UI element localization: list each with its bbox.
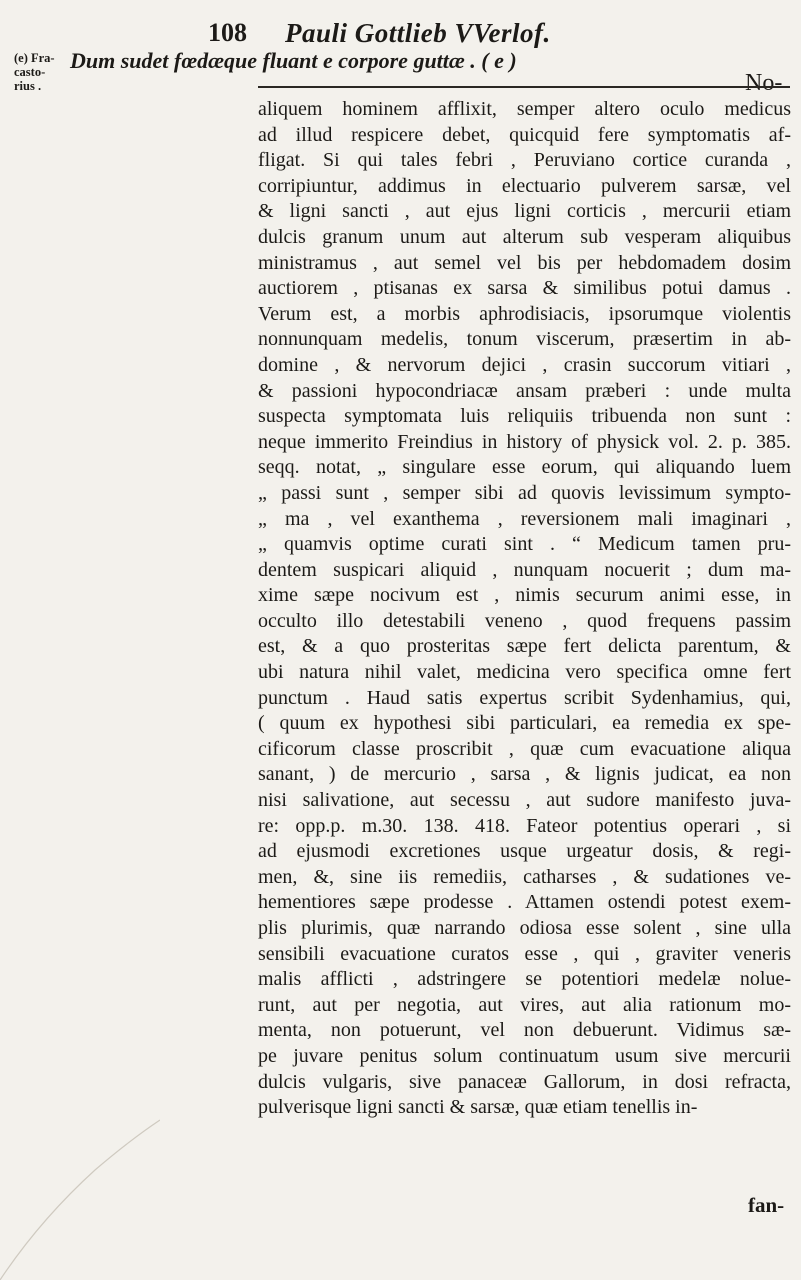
- text-line: sensibili evacuatione curatos esse , qui , graviter veneris: [258, 942, 791, 965]
- text-line: aliquem hominem afflixit, semper altero oculo medicus: [258, 98, 791, 120]
- text-line: & ligni sancti , aut ejus ligni corticis , mercurii etiam: [258, 200, 791, 223]
- margin-note-line: castо-: [14, 65, 46, 79]
- text-line: malis afflicti , adstringere se potentiori medelæ nolue-: [258, 968, 791, 991]
- text-line: ubi natura nihil valet, medicina vero specifica omne fert: [258, 661, 791, 684]
- text-line: seqq. notat, „ singulare esse eorum, qui aliquando luem: [258, 456, 791, 479]
- text-line: dulcis vulgaris, sive panaceæ Gallorum, in dosi refracta,: [258, 1070, 791, 1093]
- text-line: nisi salivatione, aut secessu , aut sudore manifesto juva-: [258, 789, 791, 812]
- text-line: menta, non potuerunt, vel non debuerunt. Vidimus sæ-: [258, 1019, 791, 1042]
- margin-note: [14, 51, 58, 93]
- page-number: 108: [208, 18, 247, 47]
- page-fold-mark: [0, 1080, 160, 1280]
- text-line: fligat. Si qui tales febri , Peruviano cortice curanda ,: [258, 149, 791, 172]
- text-line: pe juvare penitus solum continuatum usum sive mercurii: [258, 1044, 791, 1067]
- text-line: hementiores sæpe prodesse . Attamen ostendi potest exem-: [258, 891, 791, 914]
- text-line: „ ma , vel exanthema , reversionem mali imaginari ,: [258, 507, 791, 530]
- text-line: occulto illo detestabili veneno , quod frequens passim: [258, 609, 791, 632]
- text-line: sanant, ) de mercurio , sarsa , & lignis judicat, ea non: [258, 763, 791, 786]
- text-line: dulcis granum unum aut alterum sub vesperam aliquibus: [258, 225, 791, 248]
- text-line: neque immerito Freindius in history of physick vol. 2. p. 385.: [258, 430, 791, 453]
- running-title: Pauli Gottlieb VVerlof.: [285, 18, 551, 48]
- catchword-bottom: fan-: [748, 1193, 785, 1217]
- text-line: domine , & nervorum dejici , crasin succorum vitiari ,: [258, 353, 791, 376]
- text-line: runt, aut per negotia, aut vires, aut alia rationum mo-: [258, 993, 791, 1016]
- text-line: est, & a quo prosteritas sæpe fert delicta parentum, &: [258, 635, 791, 658]
- text-line: & passioni hypocondriacæ ansam præberi : unde multa: [258, 379, 791, 402]
- text-line: re: opp.p. m.30. 138. 418. Fateor potentius operari , si: [258, 814, 791, 837]
- text-line: plis plurimis, quæ narrando odiosa esse solent , sine ulla: [258, 917, 791, 939]
- text-line: pulverisque ligni sancti & sarsæ, quæ etiam tenellis in-: [258, 1096, 698, 1119]
- text-line: men, &, sine iis remediis, catharses , & sudationes ve-: [258, 865, 791, 888]
- verse-line: Dum sudet fœdæque fluant e corpore guttæ . ( e ): [70, 48, 517, 73]
- text-line: auctiorem , ptisanas ex sarsa & similibus potui damus .: [258, 277, 791, 300]
- text-line: xime sæpe nocivum est , nimis securum animi esse, in: [258, 584, 791, 607]
- text-line: cificorum classe proscribit , quæ cum evacuatione aliqua: [258, 737, 791, 760]
- text-line: „ quamvis optime curati sint . “ Medicum tamen pru-: [258, 533, 791, 556]
- header-rule: [258, 86, 790, 88]
- margin-note-line: rius .: [14, 79, 42, 93]
- text-line: dentem suspicari aliquid , nunquam nocuerit ; dum ma-: [258, 558, 791, 581]
- text-line: ad illud respicere debet, quicquid fere symptomatis af-: [258, 123, 791, 146]
- text-line: punctum . Haud satis expertus scribit Sydenhamius, qui,: [258, 686, 791, 709]
- text-line: nonnunquam medelis, tonum viscerum, præsertim in ab-: [258, 328, 791, 351]
- text-line: ad ejusmodi excretiones usque urgeatur dosis, & regi-: [258, 840, 791, 863]
- text-line: ( quum ex hypothesi sibi particulari, ea remedia ex spe-: [258, 712, 791, 735]
- catchword-top: No-: [745, 70, 783, 96]
- text-line: corripiuntur, addimus in electuario pulverem sarsæ, vel: [258, 174, 791, 197]
- text-line: suspecta symptomata luis reliquiis tribuenda non sunt :: [258, 405, 791, 428]
- text-line: ministramus , aut semel vel bis per hebdomadem dosim: [258, 251, 791, 274]
- text-line: Verum est, a morbis aphrodisiacis, ipsorumque violentis: [258, 302, 791, 325]
- text-line: „ passi sunt , semper sibi ad quovis levissimum sympto-: [258, 481, 791, 504]
- body-text: [258, 97, 791, 1121]
- margin-note-line: (e) Fra-: [14, 51, 55, 65]
